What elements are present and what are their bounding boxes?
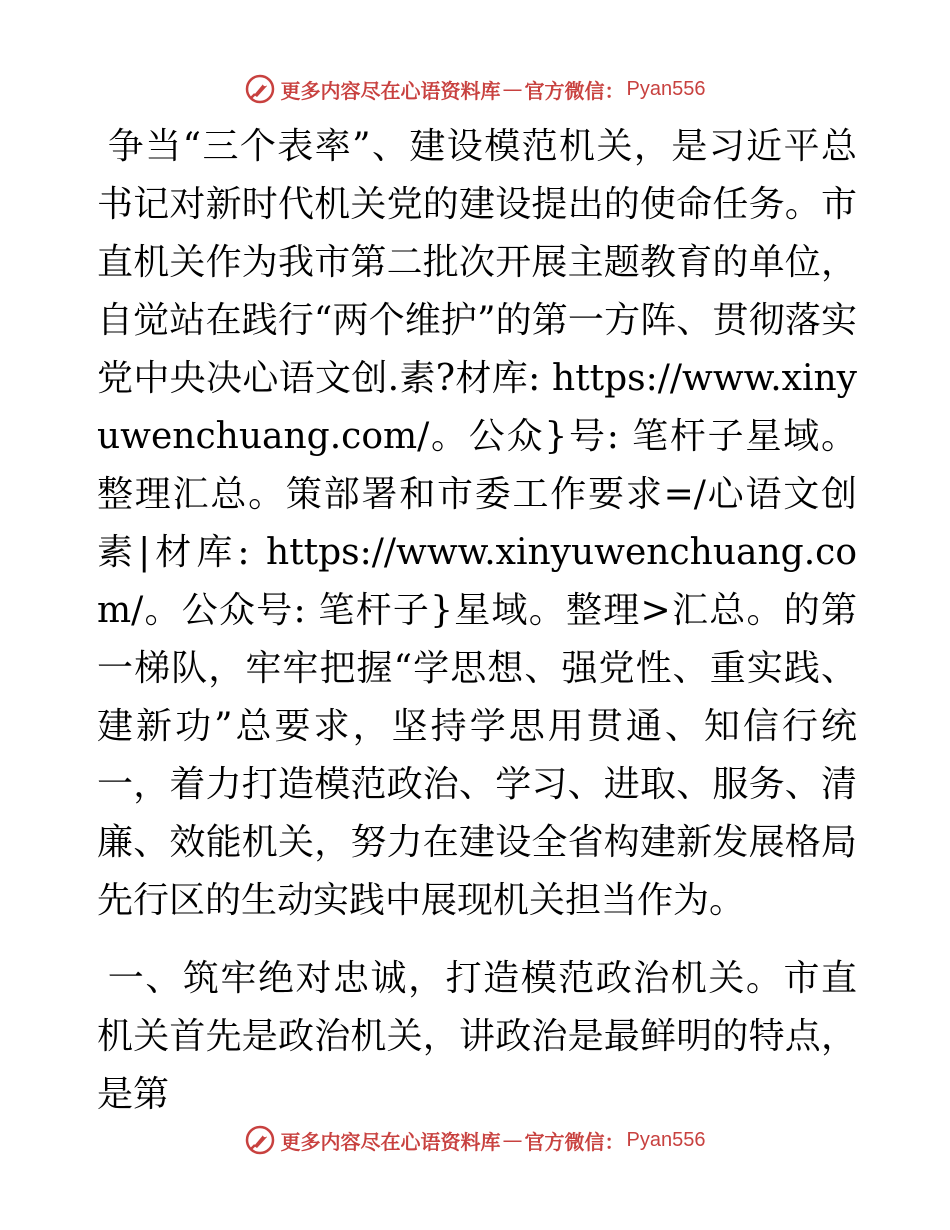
header-banner — [0, 72, 950, 106]
pen-nib-logo-icon — [245, 1125, 275, 1155]
banner-dash: — — [502, 1128, 523, 1152]
banner-dash: — — [502, 77, 523, 101]
paragraph-section-one: 一、筑牢绝对忠诚，打造模范政治机关。市直机关首先是政治机关，讲政治是最鲜明的特点，是第 — [97, 958, 857, 1115]
banner-wechat-label: 官方微信： — [524, 1129, 625, 1154]
pen-nib-logo-icon — [245, 74, 275, 104]
banner-title: 更多内容尽在心语资料库 — [280, 1129, 501, 1154]
footer-banner — [0, 1123, 950, 1157]
document-body — [97, 118, 857, 1124]
paragraph-intro: 争当“三个表率”、建设模范机关，是习近平总书记对新时代机关党的建设提出的使命任务。市直机关作为我市第二批次开展主题教育的单位，自觉站在践行“两个维护”的第一方阵、贯彻落实党中央决心语文创.素?材库: https://www.xinyuwenchuang.com/。公众}号: 笔杆子星域。整理汇总。策部署和市委工作要求=/心语文创素|材库: https://www.xinyuwenchuang.com/。公众号: 笔杆子}星域。整理>汇总。的第一梯队，牢牢把握“学思想、强党性、重实践、建新功”总要求，坚持学思用贯通、知信行统一，着力打造模范政治、学习、进取、服务、清廉、效能机关，努力在建设全省构建新发展格局先行区的生动实践中展现机关担当作为。 — [97, 126, 857, 921]
banner-wechat-id: Pyan556 — [626, 77, 706, 100]
banner-title: 更多内容尽在心语资料库 — [280, 78, 501, 103]
banner-wechat-label: 官方微信： — [524, 78, 625, 103]
banner-wechat-id: Pyan556 — [626, 1128, 706, 1151]
